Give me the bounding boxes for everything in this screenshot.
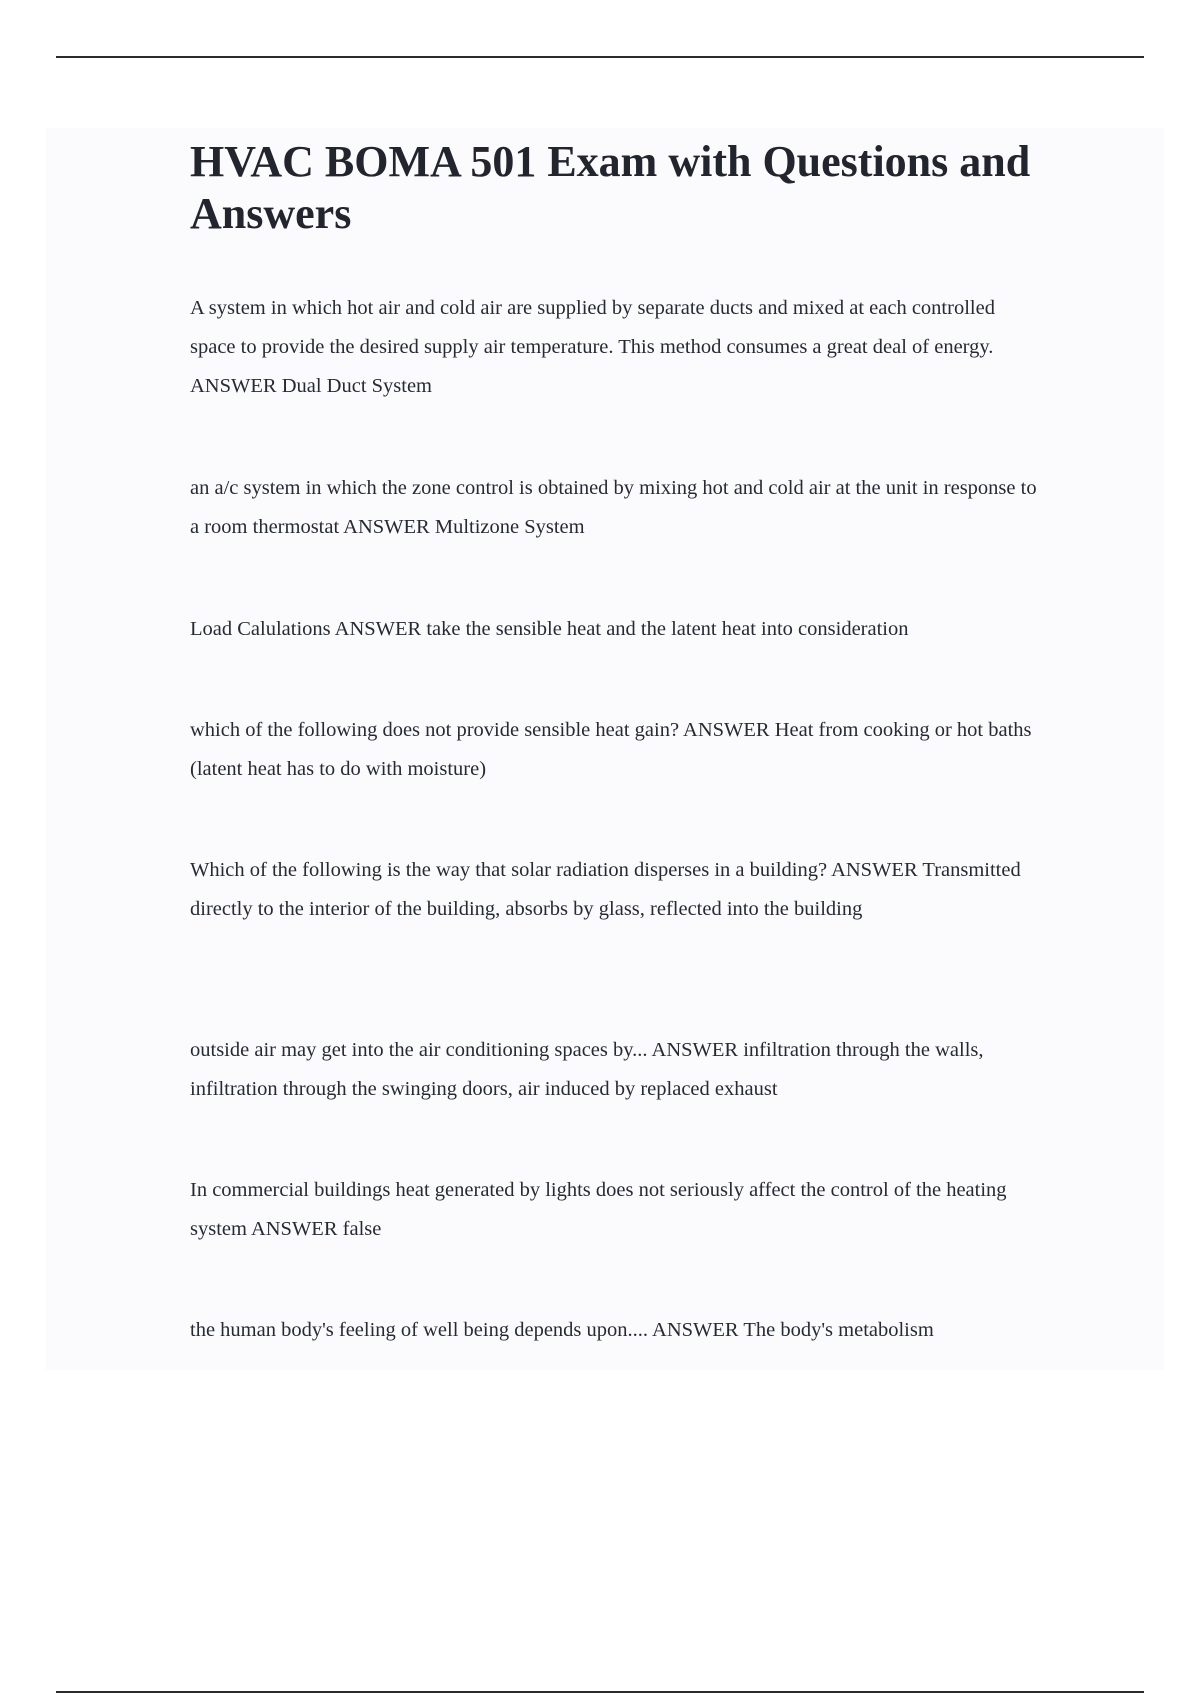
answer-keyword: ANSWER — [343, 516, 430, 538]
answer-keyword: ANSWER — [683, 719, 770, 741]
document-title: HVAC BOMA 501 Exam with Questions and Answers — [190, 137, 1031, 238]
answer-text: take the sensible heat and the latent heat into consideration — [426, 618, 909, 640]
answer-text: false — [342, 1218, 382, 1240]
answer-keyword: ANSWER — [250, 1218, 338, 1240]
question-text: which of the following does not provide sensible heat gain? — [190, 719, 680, 741]
answer-text: The body's metabolism — [743, 1319, 934, 1341]
question-text: Which of the following is the way that solar radiation disperses in a building? — [190, 859, 828, 881]
qa-entry-5 — [190, 851, 1040, 929]
question-text: an a/c system in which the zone control is obtained by mixing hot and cold air at the unit in response to a room thermostat — [190, 477, 1037, 538]
answer-text: Transmitted directly to the interior of the building, absorbs by glass, reflected into the building — [190, 859, 1021, 920]
question-text: outside air may get into the air conditioning spaces by... — [190, 1039, 648, 1061]
qa-entry-2 — [190, 469, 1040, 547]
qa-entry-6 — [190, 1031, 1040, 1109]
answer-keyword: ANSWER — [651, 1039, 739, 1061]
qa-entry-8 — [190, 1311, 1040, 1350]
answer-keyword: ANSWER — [652, 1319, 739, 1341]
question-text: In commercial buildings heat generated by lights does not seriously affect the control of the heating system — [190, 1179, 1007, 1240]
answer-keyword: ANSWER — [334, 618, 422, 640]
question-text: Load Calulations — [190, 618, 331, 640]
answer-keyword: ANSWER — [190, 375, 277, 397]
bottom-page-rule — [56, 1691, 1144, 1693]
answer-text: infiltration through the walls, infiltration through the swinging doors, air induced by replaced exhaust — [190, 1039, 984, 1100]
qa-entry-1 — [190, 289, 1040, 406]
answer-text: Dual Duct System — [281, 375, 433, 397]
question-text: the human body's feeling of well being depends upon.... — [190, 1319, 649, 1341]
qa-entry-4 — [190, 711, 1040, 789]
answer-text: Heat from cooking or hot baths (latent heat has to do with moisture) — [190, 719, 1032, 780]
top-page-rule — [56, 56, 1144, 58]
qa-entry-7 — [190, 1171, 1040, 1249]
question-text: A system in which hot air and cold air are supplied by separate ducts and mixed at each controlled space to provide the desired supply air temperature. This method consumes a great deal of energy. — [190, 297, 995, 358]
qa-entry-3 — [190, 610, 1040, 649]
answer-text: Multizone System — [434, 516, 585, 538]
answer-keyword: ANSWER — [831, 859, 918, 881]
